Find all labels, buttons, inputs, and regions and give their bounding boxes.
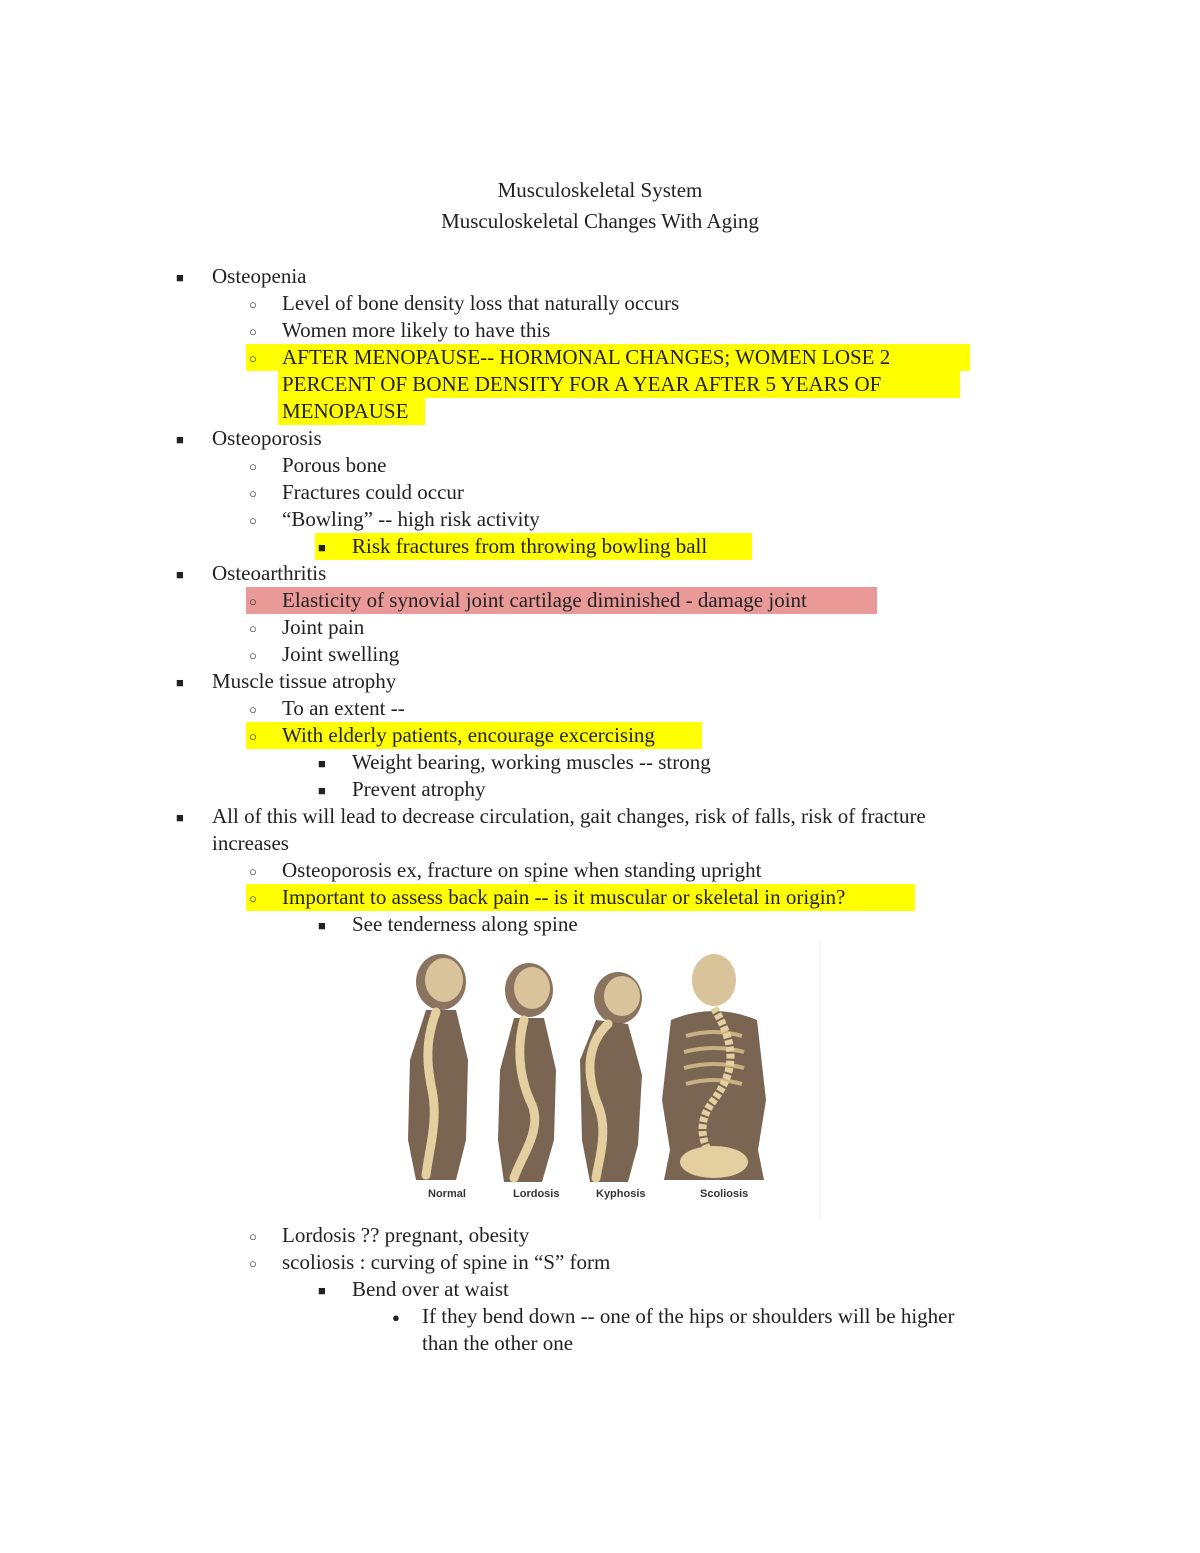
- note-line: Joint swelling: [282, 642, 400, 666]
- square-bullet: ■: [318, 783, 326, 798]
- note-line-highlighted: PERCENT OF BONE DENSITY FOR A YEAR AFTER 5 YEARS OF: [282, 372, 882, 396]
- topic-osteoarthritis: Osteoarthritis: [212, 561, 327, 585]
- note-line-highlighted: Important to assess back pain -- is it muscular or skeletal in origin?: [282, 885, 846, 909]
- square-bullet: ■: [176, 432, 184, 447]
- square-bullet: ■: [318, 918, 326, 933]
- note-line: See tenderness along spine: [352, 912, 578, 936]
- note-line: Bend over at waist: [352, 1277, 509, 1301]
- note-line-highlighted: Risk fractures from throwing bowling ball: [352, 534, 708, 558]
- topic-consequences-cont: increases: [212, 831, 289, 855]
- circle-bullet: ○: [249, 702, 257, 717]
- topic-osteopenia: Osteopenia: [212, 264, 307, 288]
- circle-bullet: ○: [249, 648, 257, 663]
- circle-bullet: ○: [249, 621, 257, 636]
- topic-osteoporosis: Osteoporosis: [212, 426, 322, 450]
- figure-label: Lordosis: [513, 1188, 560, 1200]
- note-line: “Bowling” -- high risk activity: [282, 507, 540, 531]
- square-bullet: ■: [318, 540, 326, 555]
- square-bullet: ■: [176, 270, 184, 285]
- circle-bullet: ○: [249, 1229, 257, 1244]
- circle-bullet: ○: [249, 297, 257, 312]
- note-line: If they bend down -- one of the hips or shoulders will be higher: [422, 1304, 955, 1328]
- note-line: Level of bone density loss that naturally occurs: [282, 291, 680, 315]
- figure-label: Scoliosis: [700, 1188, 749, 1200]
- note-line: To an extent --: [282, 696, 405, 720]
- circle-bullet: ○: [249, 864, 257, 879]
- square-bullet: ■: [176, 567, 184, 582]
- circle-bullet: ○: [249, 729, 257, 744]
- topic-consequences: All of this will lead to decrease circulation, gait changes, risk of falls, risk of fracture: [212, 804, 926, 828]
- circle-bullet: ○: [249, 1256, 257, 1271]
- figure-kyphosis: [580, 972, 642, 1182]
- note-line: Porous bone: [282, 453, 387, 477]
- circle-bullet: ○: [249, 513, 257, 528]
- circle-bullet: ○: [249, 351, 257, 366]
- note-line: than the other one: [422, 1331, 574, 1355]
- square-bullet: ■: [318, 1283, 326, 1298]
- note-line-highlighted: Elasticity of synovial joint cartilage diminished - damage joint: [282, 588, 807, 612]
- square-bullet: ■: [176, 810, 184, 825]
- document-subtitle: Musculoskeletal Changes With Aging: [441, 209, 759, 233]
- note-line: Prevent atrophy: [352, 777, 486, 801]
- circle-bullet: ○: [249, 486, 257, 501]
- note-line: scoliosis : curving of spine in “S” form: [282, 1250, 611, 1274]
- circle-bullet: ○: [249, 459, 257, 474]
- note-line: Joint pain: [282, 615, 365, 639]
- square-bullet: ■: [176, 675, 184, 690]
- spine-curvature-figure: [386, 940, 822, 1220]
- figure-lordosis: [498, 963, 556, 1182]
- note-line: Women more likely to have this: [282, 318, 551, 342]
- square-bullet: ■: [318, 756, 326, 771]
- note-line: Fractures could occur: [282, 480, 464, 504]
- figure-scoliosis: [662, 954, 766, 1180]
- circle-bullet: ○: [249, 324, 257, 339]
- note-line: Weight bearing, working muscles -- strong: [352, 750, 711, 774]
- figure-label: Kyphosis: [596, 1188, 646, 1200]
- note-line: Osteoporosis ex, fracture on spine when standing upright: [282, 858, 762, 882]
- dot-bullet: ●: [392, 1310, 400, 1325]
- circle-bullet: ○: [249, 594, 257, 609]
- note-line-highlighted: MENOPAUSE: [282, 399, 409, 423]
- note-line-highlighted: AFTER MENOPAUSE-- HORMONAL CHANGES; WOMEN LOSE 2: [282, 345, 891, 369]
- figure-label: Normal: [428, 1188, 466, 1200]
- topic-muscle-atrophy: Muscle tissue atrophy: [212, 669, 397, 693]
- note-line: Lordosis ?? pregnant, obesity: [282, 1223, 530, 1247]
- note-line-highlighted: With elderly patients, encourage excercising: [282, 723, 655, 747]
- circle-bullet: ○: [249, 891, 257, 906]
- figure-normal: [408, 954, 468, 1180]
- document-title: Musculoskeletal System: [497, 178, 703, 202]
